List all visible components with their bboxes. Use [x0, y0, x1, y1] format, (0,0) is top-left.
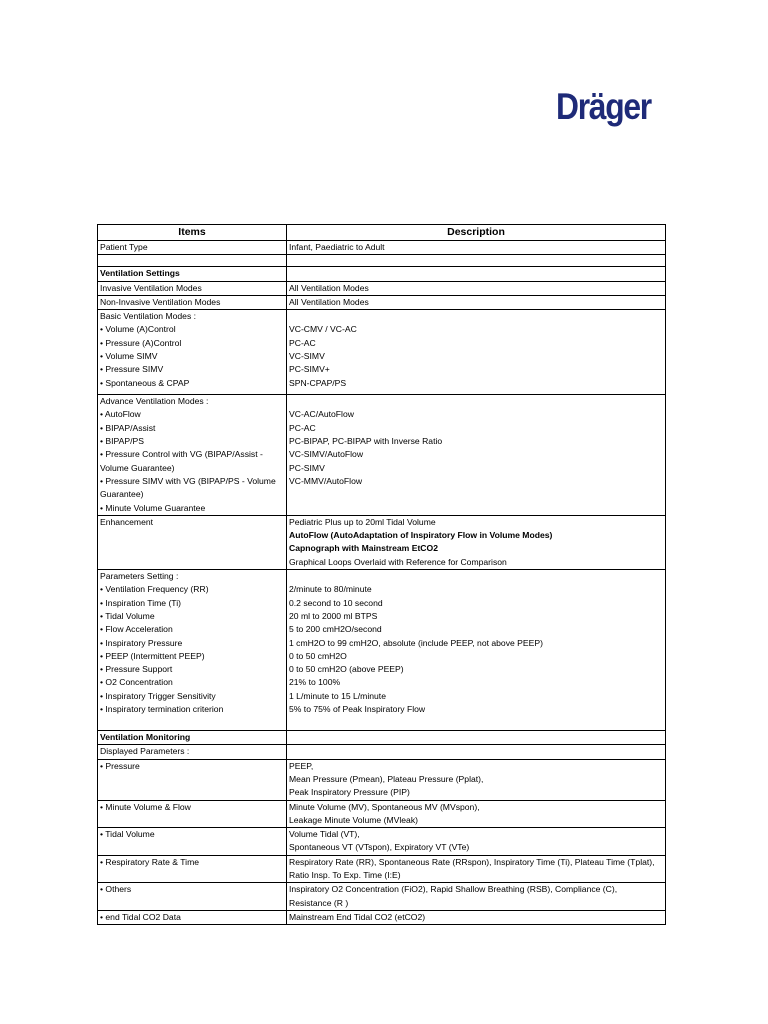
advance-mode-item: • Pressure SIMV with VG (BIPAP/PS - Volume — [100, 475, 276, 486]
enhancement-desc: Pediatric Plus up to 20ml Tidal Volume — [289, 516, 436, 527]
header-description: Description — [287, 225, 666, 241]
advance-mode-desc: PC-SIMV — [289, 462, 325, 473]
table-row — [98, 828, 666, 856]
others-label: • Others — [98, 883, 287, 911]
table-row — [98, 883, 666, 911]
enhancement-desc: Capnograph with Mainstream EtCO2 — [289, 543, 438, 554]
parameter-desc: 1 L/minute to 15 L/minute — [289, 690, 386, 701]
table-row — [98, 267, 666, 281]
advance-mode-item: • Minute Volume Guarantee — [100, 502, 206, 513]
parameter-desc: 21% to 100% — [289, 677, 341, 688]
table-row — [98, 241, 666, 255]
basic-mode-item: • Volume (A)Control — [100, 324, 176, 335]
advance-modes-items — [98, 395, 287, 516]
parameter-desc: 5 to 200 cmH2O/second — [289, 624, 382, 635]
table-row — [98, 910, 666, 924]
tidal-volume-label: • Tidal Volume — [98, 828, 287, 856]
advance-mode-item: • Pressure Control with VG (BIPAP/Assist - — [100, 449, 263, 460]
advance-mode-item: Advance Ventilation Modes : — [100, 396, 209, 407]
pressure-label: • Pressure — [98, 759, 287, 800]
section-ventilation-settings: Ventilation Settings — [98, 267, 287, 281]
advance-mode-desc — [289, 488, 663, 501]
parameter-descs — [287, 570, 666, 731]
advance-mode-desc — [289, 395, 663, 408]
pressure-desc: Mean Pressure (Pmean), Plateau Pressure (Pplat), — [289, 773, 484, 784]
specification-table — [97, 224, 666, 925]
parameter-item: • Inspiratory Pressure — [100, 637, 183, 648]
basic-modes-descs — [289, 310, 663, 394]
table-row — [98, 759, 666, 800]
parameter-item: • Pressure Support — [100, 664, 173, 675]
spacer-row — [98, 255, 666, 267]
table-row — [98, 310, 666, 395]
table-row — [98, 570, 666, 731]
enhancement-label: Enhancement — [98, 515, 287, 569]
etco2-value: Mainstream End Tidal CO2 (etCO2) — [287, 910, 666, 924]
basic-mode-desc: VC-SIMV — [289, 351, 325, 362]
minute-volume-label: • Minute Volume & Flow — [98, 800, 287, 828]
basic-mode-item: • Pressure (A)Control — [100, 337, 182, 348]
advance-mode-item: Volume Guarantee) — [100, 462, 175, 473]
advance-mode-item: • AutoFlow — [100, 409, 141, 420]
table-row — [98, 281, 666, 295]
parameter-item: • O2 Concentration — [100, 677, 173, 688]
patient-type-value: Infant, Paediatric to Adult — [287, 241, 666, 255]
table-row — [98, 395, 666, 516]
parameter-item: • Inspiratory termination criterion — [100, 704, 224, 715]
non-invasive-value: All Ventilation Modes — [287, 295, 666, 309]
table-row — [98, 855, 666, 883]
etco2-label: • end Tidal CO2 Data — [98, 910, 287, 924]
basic-mode-desc: PC-SIMV+ — [289, 364, 330, 375]
advance-mode-desc — [289, 502, 663, 515]
table-row — [98, 295, 666, 309]
parameter-item: • Tidal Volume — [100, 610, 155, 621]
drager-logo: Dräger — [556, 86, 651, 127]
advance-mode-desc: VC-SIMV/AutoFlow — [289, 449, 364, 460]
advance-mode-item: • BIPAP/PS — [100, 436, 144, 447]
basic-mode-item: Basic Ventilation Modes : — [100, 311, 197, 322]
minute-volume-descs — [287, 800, 666, 828]
parameter-item: Parameters Setting : — [100, 571, 179, 582]
table-row — [98, 731, 666, 745]
table-header-row — [98, 225, 666, 241]
pressure-descs — [287, 759, 666, 800]
tidal-volume-descs — [287, 828, 666, 856]
parameter-items — [98, 570, 287, 731]
parameter-desc: 5% to 75% of Peak Inspiratory Flow — [289, 704, 426, 715]
pressure-desc: PEEP, — [289, 760, 314, 771]
table-row — [98, 800, 666, 828]
pressure-desc: Peak Inspiratory Pressure (PIP) — [289, 787, 410, 798]
basic-mode-item: • Volume SIMV — [100, 351, 158, 362]
parameter-desc: 0.2 second to 10 second — [289, 597, 383, 608]
resp-rate-desc: Respiratory Rate (RR), Spontaneous Rate (RRspon), Inspiratory Time (Ti), Plateau Time (Tplat), — [289, 856, 655, 867]
table-row — [98, 745, 666, 759]
invasive-value: All Ventilation Modes — [287, 281, 666, 295]
basic-modes-items — [100, 310, 284, 394]
others-desc: Inspiratory O2 Concentration (FiO2), Rapid Shallow Breathing (RSB), Compliance (C), — [289, 884, 618, 895]
basic-mode-desc — [289, 310, 663, 323]
tidal-volume-desc: Volume Tidal (VT), — [289, 829, 360, 840]
patient-type-label: Patient Type — [98, 241, 287, 255]
others-descs — [287, 883, 666, 911]
others-desc: Resistance (R ) — [289, 897, 349, 908]
header-items: Items — [98, 225, 287, 241]
advance-modes-descs — [287, 395, 666, 516]
tidal-volume-desc: Spontaneous VT (VTspon), Expiratory VT (VTe) — [289, 842, 470, 853]
parameter-desc: 20 ml to 2000 ml BTPS — [289, 610, 378, 621]
non-invasive-label: Non-Invasive Ventilation Modes — [98, 295, 287, 309]
minute-volume-desc: Leakage Minute Volume (MVleak) — [289, 814, 418, 825]
advance-mode-item: • BIPAP/Assist — [100, 422, 156, 433]
parameter-item: • Ventilation Frequency (RR) — [100, 584, 209, 595]
resp-rate-descs — [287, 855, 666, 883]
enhancement-desc: AutoFlow (AutoAdaptation of Inspiratory Flow in Volume Modes) — [289, 530, 553, 541]
advance-mode-desc: VC-AC/AutoFlow — [289, 409, 354, 420]
enhancement-descs — [287, 515, 666, 569]
parameter-item: • Inspiration Time (Ti) — [100, 597, 182, 608]
basic-mode-item: • Spontaneous & CPAP — [100, 377, 190, 388]
basic-mode-desc: VC-CMV / VC-AC — [289, 324, 357, 335]
parameter-item: • Flow Acceleration — [100, 624, 173, 635]
basic-mode-desc: PC-AC — [289, 337, 316, 348]
advance-mode-desc: VC-MMV/AutoFlow — [289, 475, 363, 486]
resp-rate-desc: Ratio Insp. To Exp. Time (I:E) — [289, 870, 401, 881]
minute-volume-desc: Minute Volume (MV), Spontaneous MV (MVspon), — [289, 801, 480, 812]
basic-mode-item: • Pressure SIMV — [100, 364, 164, 375]
advance-mode-desc: PC-BIPAP, PC-BIPAP with Inverse Ratio — [289, 436, 443, 447]
parameter-item: • Inspiratory Trigger Sensitivity — [100, 690, 216, 701]
parameter-desc: 0 to 50 cmH2O — [289, 650, 347, 661]
advance-mode-desc: PC-AC — [289, 422, 316, 433]
basic-mode-desc: SPN-CPAP/PS — [289, 377, 347, 388]
parameter-desc: 1 cmH2O to 99 cmH2O, absolute (include PEEP, not above PEEP) — [289, 637, 543, 648]
displayed-parameters-label: Displayed Parameters : — [98, 745, 287, 759]
section-ventilation-monitoring: Ventilation Monitoring — [98, 731, 287, 745]
resp-rate-label: • Respiratory Rate & Time — [98, 855, 287, 883]
advance-mode-item: Guarantee) — [100, 489, 144, 500]
parameter-desc: 0 to 50 cmH2O (above PEEP) — [289, 664, 404, 675]
invasive-label: Invasive Ventilation Modes — [98, 281, 287, 295]
parameter-desc: 2/minute to 80/minute — [289, 584, 372, 595]
table-row — [98, 515, 666, 569]
parameter-item: • PEEP (Intermittent PEEP) — [100, 650, 205, 661]
parameter-desc — [289, 570, 663, 583]
enhancement-desc: Graphical Loops Overlaid with Reference for Comparison — [289, 556, 507, 567]
